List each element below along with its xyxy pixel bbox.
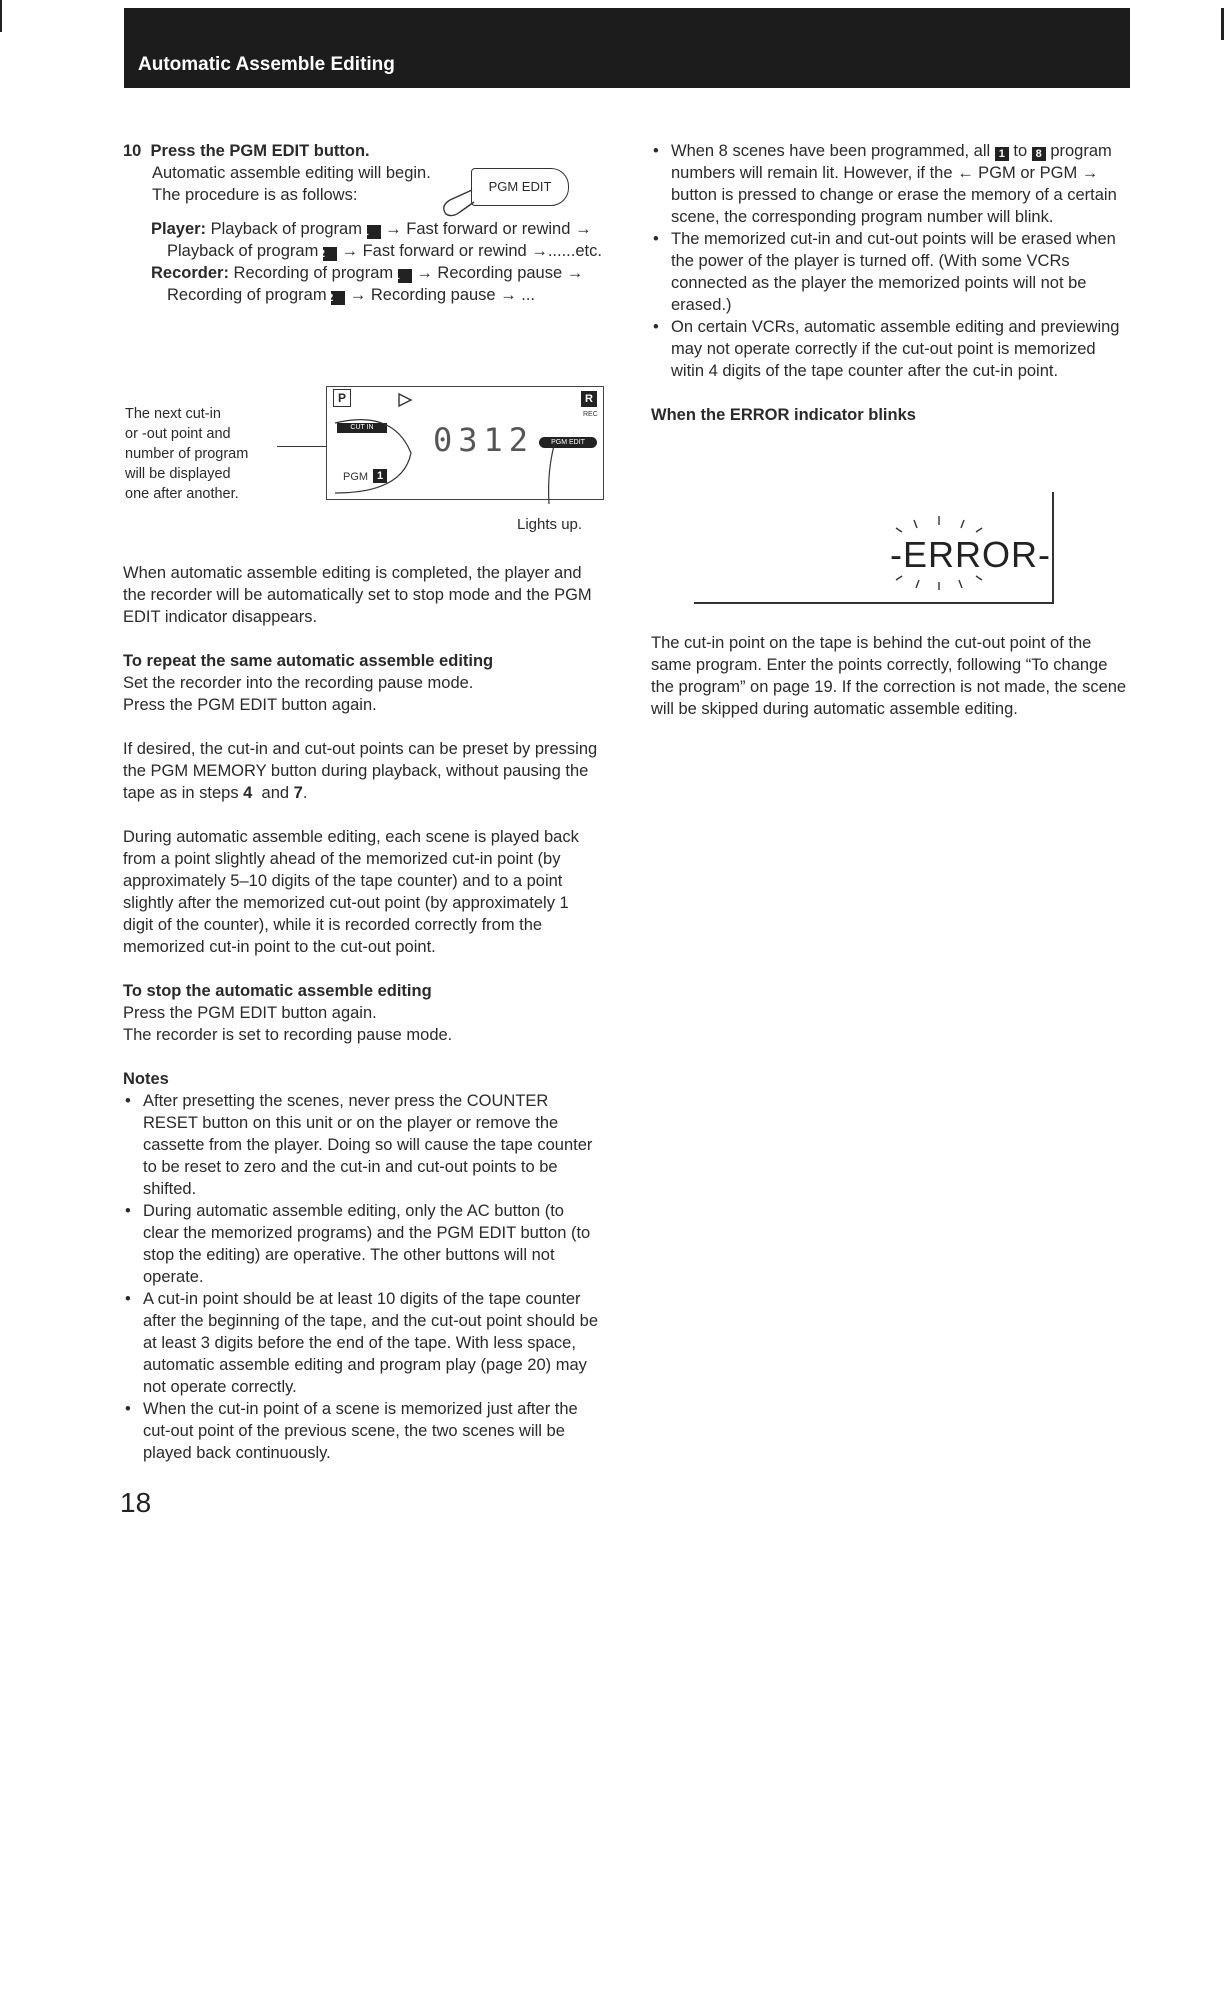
pgm-edit-button-illustration	[471, 168, 569, 206]
program-2-icon: 2	[323, 247, 337, 261]
repeat-heading: To repeat the same automatic assemble editing	[123, 652, 494, 670]
left-column	[123, 140, 603, 306]
pgm-edit-button-label: PGM EDIT	[488, 179, 552, 194]
during-paragraph: During automatic assemble editing, each scene is played back from a point slightly ahead of the memorized cut-in point (by approximately 5–10 digits of the tape counter) and to a point slightly after the memorized cut-out point (by approximately 1 digit of the counter), while it is recorded correctly from the memorized cut-in point to the cut-out point.	[123, 828, 579, 956]
program-1-icon: 1	[367, 225, 381, 239]
preset-text: If desired, the cut-in and cut-out points can be preset by pressing the PGM MEMORY button during playback, without pausing the tape as in steps	[123, 740, 598, 802]
notes-heading: Notes	[123, 1070, 169, 1088]
preset-step-a: 4	[243, 784, 253, 802]
completed-paragraph: When automatic assemble editing is completed, the player and the recorder will be automatically set to stop mode and the PGM EDIT indicator disappears.	[123, 564, 592, 626]
right-column	[651, 140, 1131, 426]
display-caption	[125, 404, 275, 504]
cut-in-indicator: CUT IN	[337, 423, 387, 433]
finger-pointer-icon	[438, 186, 478, 220]
recorder-text-c: → Recording pause → ...	[349, 286, 536, 304]
pgm-number-indicator: 1	[373, 469, 387, 483]
note-item: • During automatic assemble editing, only the AC button (to clear the memorized programs) and the PGM EDIT button (to stop the editing) are operative. The other buttons will not operate.	[123, 1200, 603, 1288]
step-number: 10	[123, 142, 142, 160]
caption-line: will be displayed	[125, 466, 231, 482]
note-item: • After presetting the scenes, never press the COUNTER RESET button on this unit or on the player or remove the cassette from the player. Doing so will cause the tape counter to be reset to zero and the cut-in and cut-out points to be shifted.	[123, 1090, 603, 1200]
caption-leader-line	[277, 446, 327, 447]
error-frame-right	[1052, 492, 1054, 604]
bullet-text: to	[1013, 142, 1028, 160]
preset-and: and	[261, 784, 290, 802]
bullet-text: program numbers will remain lit. However, if the ← PGM or PGM → button is pressed to change or erase the memory of a certain scene, the corresponding program number will blink.	[671, 142, 1117, 226]
preset-paragraph	[123, 738, 603, 804]
step-title: Press the PGM EDIT button.	[150, 142, 370, 160]
bullet-text: When 8 scenes have been programmed, all	[671, 142, 991, 160]
preset-end: .	[302, 784, 308, 802]
player-text-a: Playback of program	[210, 220, 362, 238]
error-display-text: -ERROR-	[890, 534, 1051, 575]
program-1-icon: 1	[995, 147, 1009, 161]
error-heading: When the ERROR indicator blinks	[651, 406, 916, 424]
right-bullets	[651, 140, 1131, 382]
caption-line: number of program	[125, 446, 249, 462]
section-header-bar	[124, 8, 1130, 88]
repeat-line-1: Set the recorder into the recording pause mode.	[123, 674, 474, 692]
recorder-label: Recorder:	[151, 264, 229, 282]
error-illustration	[694, 492, 1054, 604]
note-item: • A cut-in point should be at least 10 digits of the tape counter after the beginning of the tape, and the cut-out point should be at least 3 digits before the end of the tape. With less space, automatic assemble editing and program play (page 20) may not operate correctly.	[123, 1288, 603, 1398]
step-line-2: The procedure is as follows:	[152, 186, 358, 204]
play-icon	[397, 392, 413, 408]
notes-list	[123, 1090, 603, 1464]
stop-heading: To stop the automatic assemble editing	[123, 982, 432, 1000]
margin-mark-left	[0, 0, 2, 32]
lights-up-leader-line	[543, 440, 563, 504]
error-paragraph: The cut-in point on the tape is behind the cut-out point of the same program. Enter the points correctly, following “To change the program” on page 19. If the correction is not made, the scene will be skipped during automatic assemble editing.	[651, 634, 1127, 718]
pgm-edit-indicator: PGM EDIT	[539, 437, 597, 448]
step-10-heading	[123, 140, 603, 162]
caption-line: one after another.	[125, 486, 239, 502]
bullet-item: • On certain VCRs, automatic assemble editing and previewing may not operate correctly if the cut-out point is memorized witin 4 digits of the tape counter after the cut-in point.	[651, 316, 1131, 382]
recorder-sequence	[123, 262, 603, 306]
player-sequence	[123, 218, 603, 262]
stop-line-1: Press the PGM EDIT button again.	[123, 1004, 377, 1022]
bullet-item	[651, 140, 1131, 228]
recorder-text-a: Recording of program	[233, 264, 394, 282]
page-number: 18	[120, 1487, 152, 1518]
repeat-line-2: Press the PGM EDIT button again.	[123, 696, 377, 714]
error-explanation	[651, 632, 1131, 720]
section-title: Automatic Assemble Editing	[138, 54, 395, 75]
player-text-c: → Fast forward or rewind →......etc.	[341, 242, 602, 260]
caption-line: or -out point and	[125, 426, 231, 442]
stop-line-2: The recorder is set to recording pause mode.	[123, 1026, 453, 1044]
rec-label: REC	[583, 411, 598, 418]
program-8-icon: 8	[1032, 147, 1046, 161]
bullet-item: • The memorized cut-in and cut-out points will be erased when the power of the player is turned off. (With some VCRs connected as the player the memorized points will not be erased.)	[651, 228, 1131, 316]
p-indicator: P	[333, 389, 351, 407]
left-column-body	[123, 562, 603, 1464]
program-2-icon: 2	[331, 291, 345, 305]
tape-counter: 0312	[433, 421, 535, 459]
r-indicator: R	[581, 391, 597, 407]
preset-step-b: 7	[293, 784, 303, 802]
display-illustration	[123, 382, 603, 542]
player-text-b: → Fast forward or rewind → Playback of program	[167, 220, 592, 260]
lights-up-label: Lights up.	[517, 516, 583, 533]
program-1-icon: 1	[398, 269, 412, 283]
note-item: • When the cut-in point of a scene is memorized just after the cut-out point of the previous scene, the two scenes will be played back continuously.	[123, 1398, 603, 1464]
player-label: Player:	[151, 220, 207, 238]
error-frame-bottom	[694, 602, 1054, 604]
step-line-1: Automatic assemble editing will begin.	[152, 164, 431, 182]
recorder-text-b: → Recording pause → Recording of program	[167, 264, 584, 304]
pgm-indicator-label: PGM	[343, 471, 369, 483]
caption-line: The next cut-in	[125, 406, 221, 422]
